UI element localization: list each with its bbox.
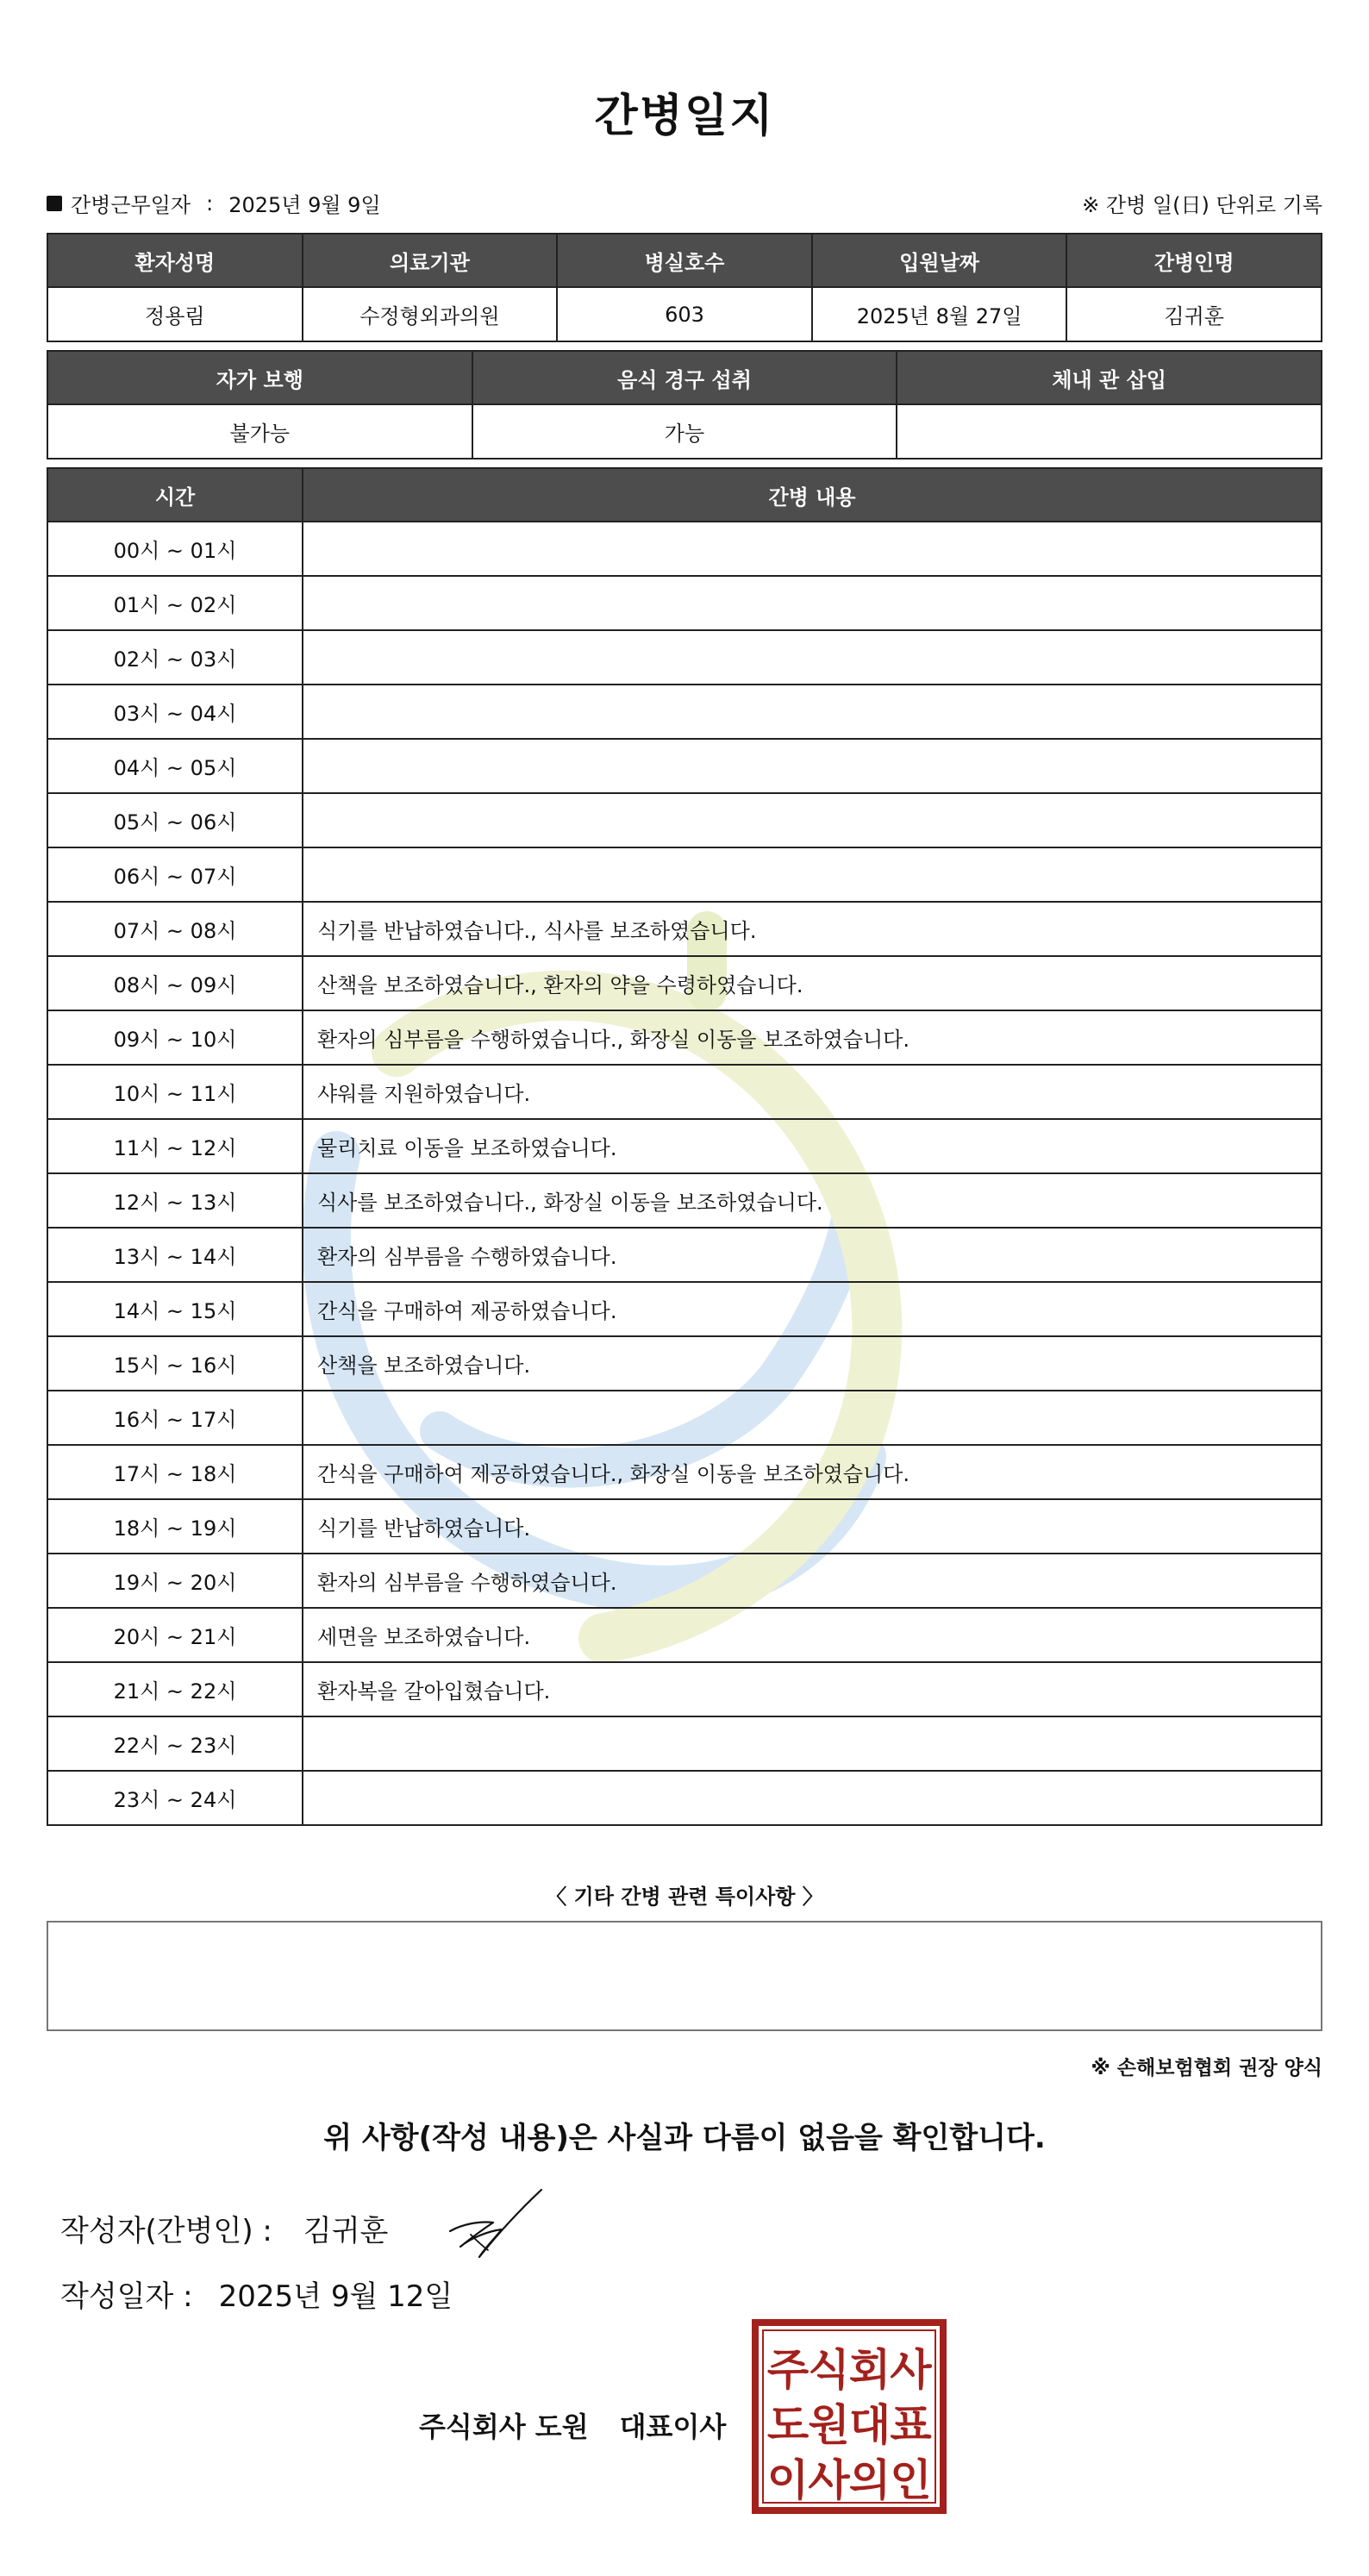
care-content-cell: 식기를 반납하였습니다. (303, 1499, 1322, 1554)
time-cell: 20시 ~ 21시 (47, 1608, 303, 1662)
seal-character: 도 (766, 2400, 810, 2450)
seal-character: 표 (890, 2400, 932, 2450)
care-content-cell: 산책을 보조하였습니다., 환자의 약을 수령하였습니다. (303, 956, 1322, 1010)
record-note: ※ 간병 일(日) 단위로 기록 (1082, 193, 1322, 217)
self-walking-cell: 불가능 (47, 404, 472, 459)
table-row (47, 847, 1322, 902)
work-date-value: 2025년 9월 9일 (228, 193, 381, 217)
time-cell: 21시 ~ 22시 (47, 1662, 303, 1716)
room-cell: 603 (557, 287, 812, 341)
table-row (47, 793, 1322, 847)
recommend-note: ※ 손해보험협회 권장 양식 (1091, 2057, 1322, 2079)
company-seal (752, 2319, 947, 2514)
table-row (47, 576, 1322, 630)
care-content-cell: 식기를 반납하였습니다., 식사를 보조하였습니다. (303, 902, 1322, 956)
seal-character: 식 (808, 2345, 850, 2395)
confirmation-statement: 위 사항(작성 내용)은 사실과 다름이 없음을 확인합니다. (323, 2121, 1046, 2155)
care-log-table (47, 467, 1322, 1826)
seal-character: 원 (808, 2400, 850, 2450)
work-date-group (47, 188, 381, 218)
care-content-cell: 산책을 보조하였습니다. (303, 1336, 1322, 1391)
table-header-row (47, 468, 1322, 522)
table-row (47, 630, 1322, 685)
write-date-label: 작성일자 : (60, 2279, 193, 2314)
table-row (47, 685, 1322, 739)
care-content-cell: 환자복을 갈아입혔습니다. (303, 1662, 1322, 1716)
time-cell: 04시 ~ 05시 (47, 739, 303, 793)
care-content-cell (303, 1716, 1322, 1771)
care-content-cell (303, 630, 1322, 685)
time-cell: 10시 ~ 11시 (47, 1065, 303, 1119)
header-admission-date: 입원날짜 (812, 234, 1067, 287)
notes-box (47, 1921, 1322, 2031)
time-cell: 02시 ~ 03시 (47, 630, 303, 685)
seal-character: 회 (848, 2345, 891, 2395)
company-name: 주식회사 도원 (419, 2410, 589, 2443)
table-row (47, 1065, 1322, 1119)
care-content-cell: 환자의 심부름을 수행하였습니다., 화장실 이동을 보조하였습니다. (303, 1010, 1322, 1065)
seal-character: 사 (808, 2455, 850, 2505)
time-cell: 16시 ~ 17시 (47, 1391, 303, 1445)
header-room: 병실호수 (557, 234, 812, 287)
time-cell: 13시 ~ 14시 (47, 1228, 303, 1282)
table-header-row (47, 234, 1322, 287)
tube-insertion-cell (897, 404, 1322, 459)
time-cell: 01시 ~ 02시 (47, 576, 303, 630)
work-date-label: 간병근무일자 (71, 193, 191, 217)
time-cell: 22시 ~ 23시 (47, 1716, 303, 1771)
seal-character: 대 (848, 2400, 891, 2450)
time-cell: 14시 ~ 15시 (47, 1282, 303, 1336)
seal-character: 이 (766, 2455, 810, 2505)
writer-label: 작성자(간병인) : (60, 2214, 272, 2248)
table-row (47, 902, 1322, 956)
company-line (419, 2405, 726, 2445)
patient-info-table (47, 233, 1322, 342)
time-cell: 19시 ~ 20시 (47, 1554, 303, 1608)
header-time: 시간 (47, 468, 303, 522)
care-content-cell (303, 576, 1322, 630)
care-content-cell (303, 739, 1322, 793)
time-cell: 11시 ~ 12시 (47, 1119, 303, 1173)
care-content-cell: 환자의 심부름을 수행하였습니다. (303, 1228, 1322, 1282)
care-content-cell: 식사를 보조하였습니다., 화장실 이동을 보조하였습니다. (303, 1173, 1322, 1228)
work-date-separator: : (206, 191, 214, 216)
table-row (47, 1391, 1322, 1445)
seal-character: 주 (766, 2345, 810, 2395)
table-row (47, 1608, 1322, 1662)
time-cell: 06시 ~ 07시 (47, 847, 303, 902)
meta-row (47, 188, 1322, 222)
write-date-value: 2025년 9월 12일 (218, 2279, 453, 2314)
writer-name: 김귀훈 (303, 2214, 389, 2248)
table-row (47, 956, 1322, 1010)
time-cell: 23시 ~ 24시 (47, 1771, 303, 1825)
care-content-cell: 세면을 보조하였습니다. (303, 1608, 1322, 1662)
time-cell: 03시 ~ 04시 (47, 685, 303, 739)
table-row (47, 1173, 1322, 1228)
table-row (47, 1716, 1322, 1771)
care-content-cell: 간식을 구매하여 제공하였습니다., 화장실 이동을 보조하였습니다. (303, 1445, 1322, 1499)
table-row (47, 522, 1322, 576)
care-content-cell (303, 793, 1322, 847)
table-row (47, 1554, 1322, 1608)
bullet-square-icon (47, 196, 62, 211)
seal-character: 의 (848, 2455, 891, 2505)
care-content-cell (303, 522, 1322, 576)
header-hospital: 의료기관 (303, 234, 558, 287)
care-content-cell: 간식을 구매하여 제공하였습니다. (303, 1282, 1322, 1336)
table-row (47, 1445, 1322, 1499)
seal-character: 인 (890, 2455, 932, 2505)
time-cell: 08시 ~ 09시 (47, 956, 303, 1010)
notes-title: 〈 기타 간병 관련 특이사항 〉 (546, 1885, 823, 1909)
signature-image (445, 2186, 548, 2264)
time-cell: 00시 ~ 01시 (47, 522, 303, 576)
hospital-cell: 수정형외과의원 (303, 287, 558, 341)
admission-date-cell: 2025년 8월 27일 (812, 287, 1067, 341)
seal-text (767, 2345, 933, 2505)
table-row (47, 739, 1322, 793)
care-content-cell (303, 1391, 1322, 1445)
care-content-cell (303, 847, 1322, 902)
care-content-cell (303, 685, 1322, 739)
table-row (47, 287, 1322, 341)
page-title: 간병일지 (594, 91, 775, 142)
table-row (47, 1662, 1322, 1716)
table-header-row (47, 351, 1322, 404)
time-cell: 07시 ~ 08시 (47, 902, 303, 956)
time-cell: 17시 ~ 18시 (47, 1445, 303, 1499)
table-row (47, 1282, 1322, 1336)
header-self-walking: 자가 보행 (47, 351, 472, 404)
table-row (47, 1010, 1322, 1065)
time-cell: 12시 ~ 13시 (47, 1173, 303, 1228)
care-content-cell: 샤워를 지원하였습니다. (303, 1065, 1322, 1119)
seal-character: 사 (890, 2345, 932, 2395)
time-cell: 15시 ~ 16시 (47, 1336, 303, 1391)
care-content-cell: 물리치료 이동을 보조하였습니다. (303, 1119, 1322, 1173)
care-content-cell: 환자의 심부름을 수행하였습니다. (303, 1554, 1322, 1608)
time-cell: 18시 ~ 19시 (47, 1499, 303, 1554)
table-row (47, 1336, 1322, 1391)
time-cell: 05시 ~ 06시 (47, 793, 303, 847)
writer-line (60, 2207, 388, 2249)
company-title: 대표이사 (619, 2410, 727, 2443)
table-row (47, 1499, 1322, 1554)
time-cell: 09시 ~ 10시 (47, 1010, 303, 1065)
caregiver-name-cell: 김귀훈 (1066, 287, 1322, 341)
patient-status-table (47, 350, 1322, 460)
table-row (47, 404, 1322, 459)
patient-name-cell: 정용림 (47, 287, 303, 341)
oral-intake-cell: 가능 (472, 404, 897, 459)
table-row (47, 1119, 1322, 1173)
header-care-content: 간병 내용 (303, 468, 1322, 522)
header-tube-insertion: 체내 관 삽입 (897, 351, 1322, 404)
table-row (47, 1771, 1322, 1825)
care-log-body (47, 522, 1322, 1825)
header-patient-name: 환자성명 (47, 234, 303, 287)
header-caregiver-name: 간병인명 (1066, 234, 1322, 287)
header-oral-intake: 음식 경구 섭취 (472, 351, 897, 404)
table-row (47, 1228, 1322, 1282)
care-content-cell (303, 1771, 1322, 1825)
write-date-line (60, 2273, 453, 2315)
